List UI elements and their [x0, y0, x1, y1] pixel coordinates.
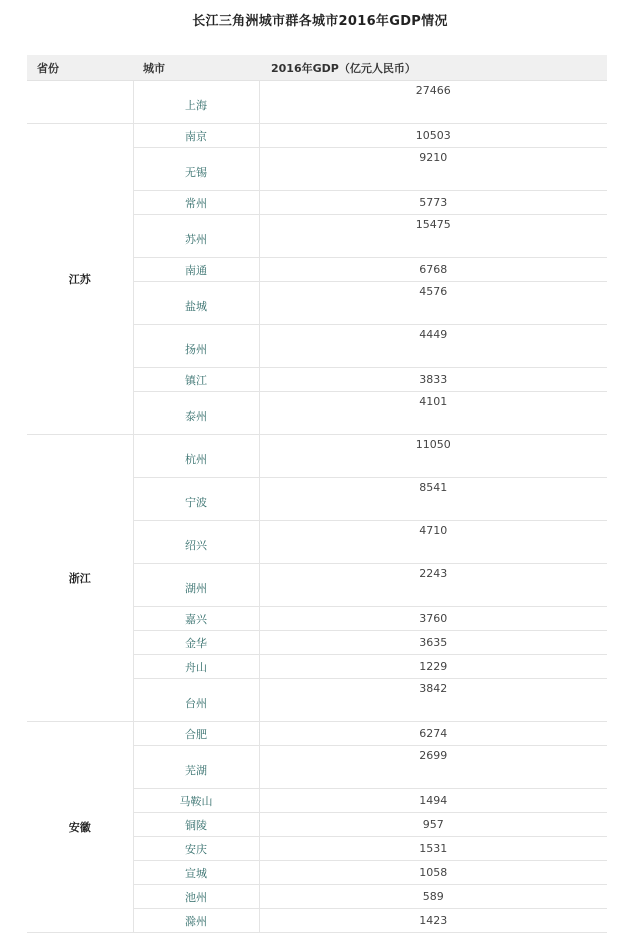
- city-cell: 宁波: [133, 478, 259, 521]
- gdp-table: [27, 55, 607, 933]
- gdp-value-cell: 11050: [259, 435, 607, 478]
- gdp-value-cell: 957: [259, 813, 607, 837]
- gdp-value-cell: 6274: [259, 722, 607, 746]
- header-city: 城市: [133, 55, 259, 81]
- city-cell: 南京: [133, 124, 259, 148]
- page-title: 长江三角洲城市群各城市2016年GDP情况: [192, 14, 448, 29]
- city-cell: 扬州: [133, 325, 259, 368]
- city-cell: 盐城: [133, 282, 259, 325]
- city-cell: 铜陵: [133, 813, 259, 837]
- gdp-value-cell: 15475: [259, 215, 607, 258]
- gdp-value-cell: 4449: [259, 325, 607, 368]
- gdp-value-cell: 8541: [259, 478, 607, 521]
- city-cell: 常州: [133, 191, 259, 215]
- province-cell: 江苏: [27, 124, 133, 435]
- gdp-value-cell: 3635: [259, 631, 607, 655]
- gdp-value-cell: 589: [259, 885, 607, 909]
- gdp-value-cell: 4101: [259, 392, 607, 435]
- gdp-value-cell: 4710: [259, 521, 607, 564]
- table-body: [27, 81, 607, 933]
- city-cell: 安庆: [133, 837, 259, 861]
- gdp-value-cell: 27466: [259, 81, 607, 124]
- gdp-value-cell: 1229: [259, 655, 607, 679]
- gdp-value-cell: 3760: [259, 607, 607, 631]
- city-cell: 杭州: [133, 435, 259, 478]
- province-cell: [27, 81, 133, 124]
- city-cell: 滁州: [133, 909, 259, 933]
- city-cell: 宣城: [133, 861, 259, 885]
- gdp-value-cell: 2243: [259, 564, 607, 607]
- gdp-value-cell: 10503: [259, 124, 607, 148]
- city-cell: 湖州: [133, 564, 259, 607]
- province-cell: 浙江: [27, 435, 133, 722]
- table-row: [27, 722, 607, 746]
- gdp-value-cell: 4576: [259, 282, 607, 325]
- gdp-value-cell: 2699: [259, 746, 607, 789]
- city-cell: 无锡: [133, 148, 259, 191]
- gdp-value-cell: 5773: [259, 191, 607, 215]
- city-cell: 泰州: [133, 392, 259, 435]
- province-cell: 安徽: [27, 722, 133, 933]
- city-cell: 池州: [133, 885, 259, 909]
- gdp-value-cell: 1494: [259, 789, 607, 813]
- city-cell: 台州: [133, 679, 259, 722]
- gdp-value-cell: 9210: [259, 148, 607, 191]
- city-cell: 舟山: [133, 655, 259, 679]
- gdp-value-cell: 1058: [259, 861, 607, 885]
- city-cell: 绍兴: [133, 521, 259, 564]
- gdp-value-cell: 3842: [259, 679, 607, 722]
- table-header-row: [27, 55, 607, 81]
- city-cell: 镇江: [133, 368, 259, 392]
- header-province: 省份: [27, 55, 133, 81]
- gdp-value-cell: 1423: [259, 909, 607, 933]
- city-cell: 南通: [133, 258, 259, 282]
- table-row: [27, 81, 607, 124]
- city-cell: 苏州: [133, 215, 259, 258]
- city-cell: 芜湖: [133, 746, 259, 789]
- table-row: [27, 435, 607, 478]
- city-cell: 金华: [133, 631, 259, 655]
- gdp-value-cell: 1531: [259, 837, 607, 861]
- city-cell: 马鞍山: [133, 789, 259, 813]
- city-cell: 嘉兴: [133, 607, 259, 631]
- city-cell: 合肥: [133, 722, 259, 746]
- city-cell: 上海: [133, 81, 259, 124]
- table-row: [27, 124, 607, 148]
- header-gdp: 2016年GDP（亿元人民币）: [259, 55, 607, 81]
- gdp-value-cell: 6768: [259, 258, 607, 282]
- gdp-value-cell: 3833: [259, 368, 607, 392]
